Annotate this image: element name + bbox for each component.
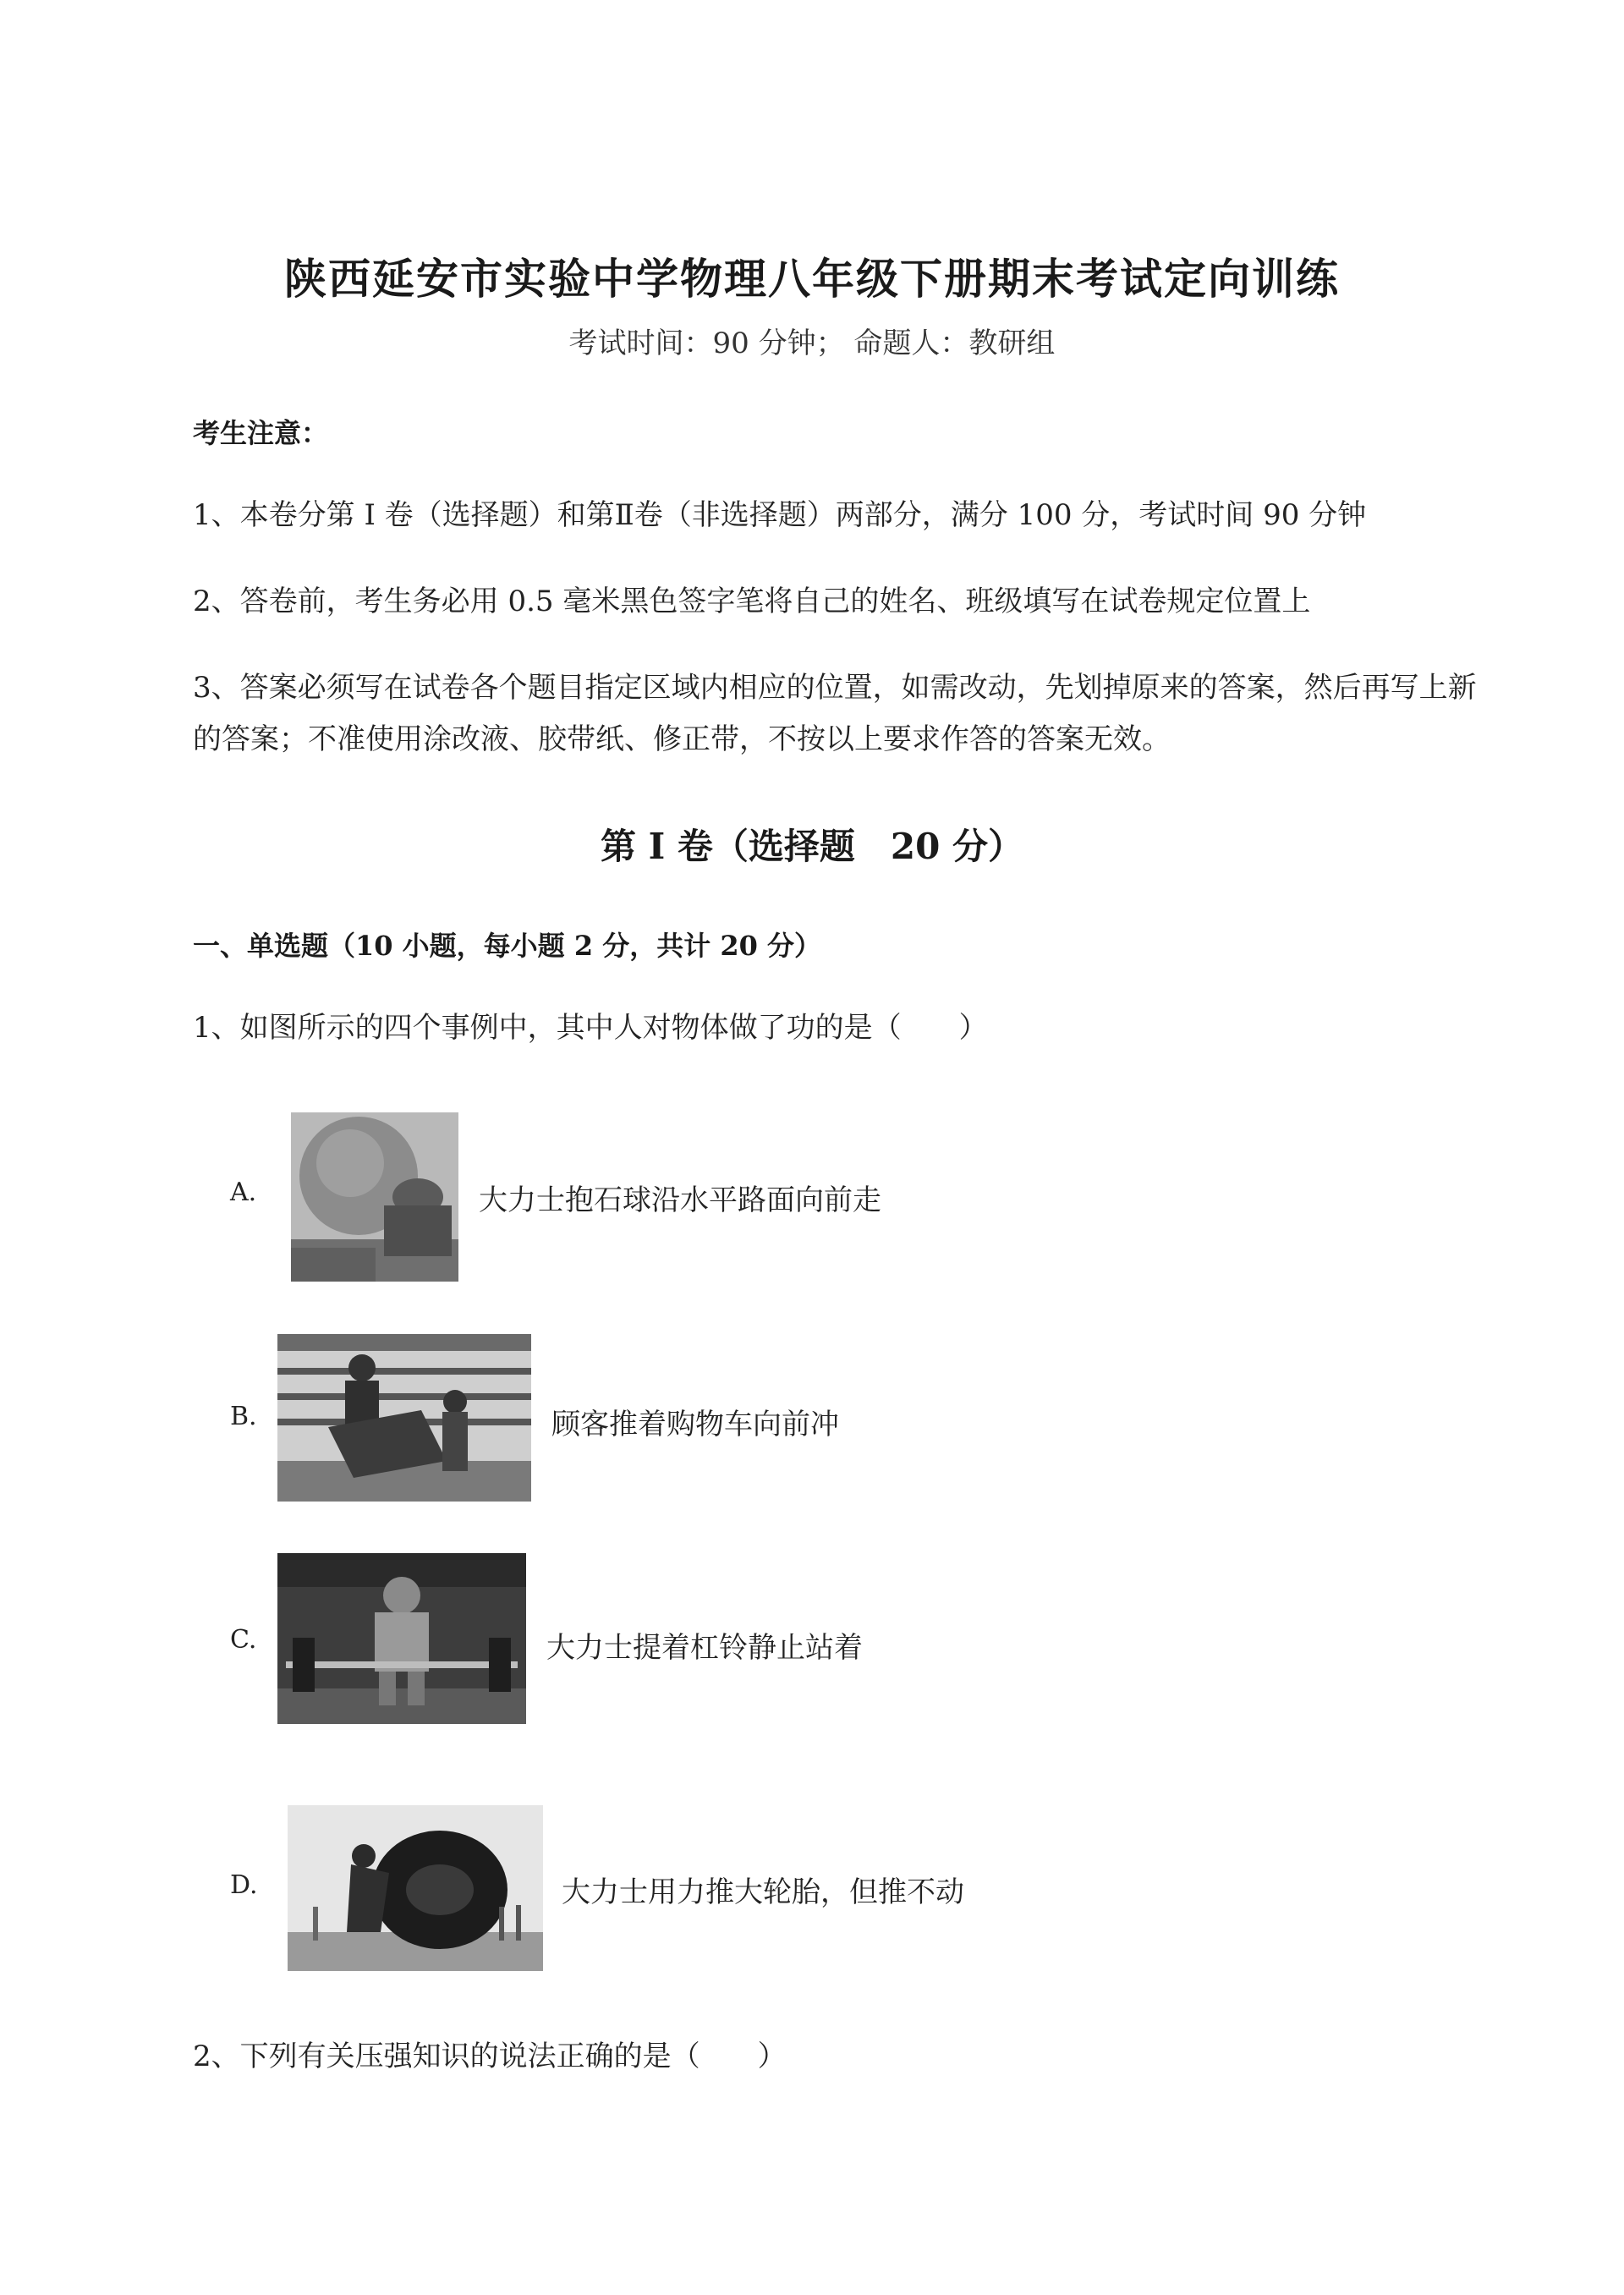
part-heading: 一、单选题（10 小题，每小题 2 分，共计 20 分） — [193, 930, 822, 962]
option-c-letter: C. — [230, 1625, 257, 1655]
option-a-text: 大力士抱石球沿水平路面向前走 — [479, 1183, 881, 1217]
option-b-text: 顾客推着购物车向前冲 — [551, 1408, 839, 1441]
section-title: 第 I 卷（选择题 20 分） — [601, 826, 1023, 867]
exam-info: 考试时间：90 分钟； 命题人：教研组 — [568, 327, 1056, 360]
option-d-letter: D. — [230, 1870, 258, 1900]
option-d-text: 大力士用力推大轮胎，但推不动 — [562, 1875, 964, 1909]
question-1-stem: 1、如图所示的四个事例中，其中人对物体做了功的是（ ） — [193, 1011, 988, 1045]
tire-push-photo — [288, 1805, 543, 1971]
page-title: 陕西延安市实验中学物理八年级下册期末考试定向训练 — [284, 254, 1340, 304]
option-c-text: 大力士提着杠铃静止站着 — [546, 1631, 863, 1665]
notice-item-2: 2、答卷前，考生务必用 0.5 毫米黑色签字笔将自己的姓名、班级填写在试卷规定位置上 — [193, 585, 1311, 618]
strongman-stone-photo — [291, 1112, 458, 1282]
notice-heading: 考生注意： — [193, 417, 329, 449]
shopping-cart-photo — [277, 1334, 531, 1502]
barbell-photo — [277, 1553, 526, 1724]
option-a-letter: A. — [230, 1178, 257, 1207]
option-b-letter: B. — [230, 1402, 257, 1431]
question-2-stem: 2、下列有关压强知识的说法正确的是（ ） — [193, 2040, 787, 2073]
notice-item-3-line-2: 的答案；不准使用涂改液、胶带纸、修正带，不按以上要求作答的答案无效。 — [193, 722, 1171, 756]
notice-item-1: 1、本卷分第 I 卷（选择题）和第Ⅱ卷（非选择题）两部分，满分 100 分，考试时间 90 分钟 — [193, 498, 1367, 532]
notice-item-3-line-1: 3、答案必须写在试卷各个题目指定区域内相应的位置，如需改动，先划掉原来的答案，然后再写上新 — [193, 671, 1477, 705]
